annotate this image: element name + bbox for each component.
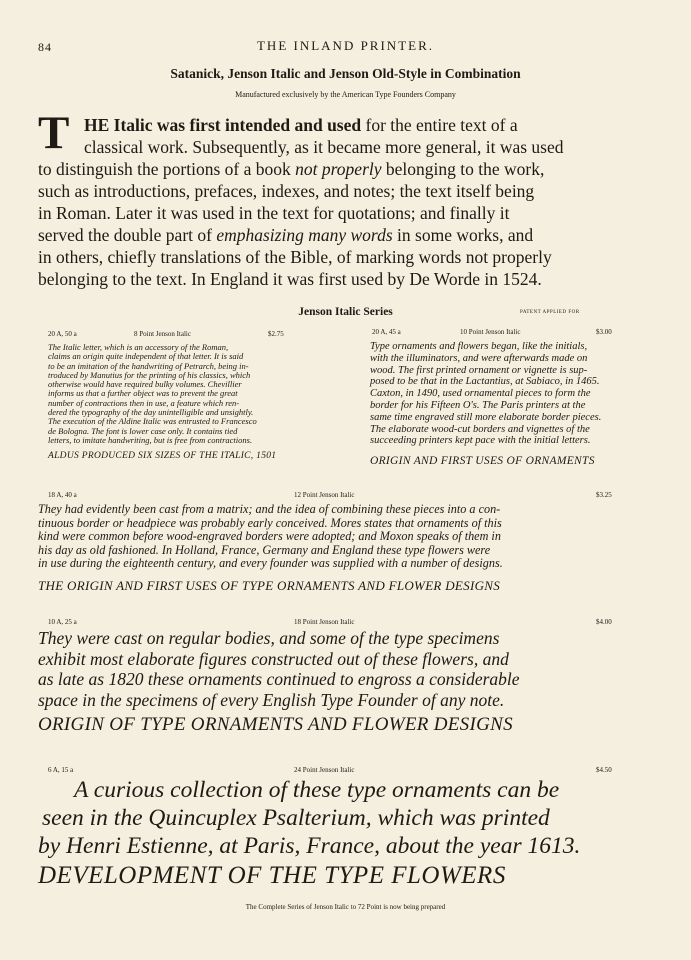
spec-18-price: $4.00 <box>596 618 612 626</box>
spec-12-caps: THE ORIGIN AND FIRST USES OF TYPE ORNAMENTS AND FLOWER DESIGNS <box>38 578 501 593</box>
intro-line-6-emphasis: emphasizing many words <box>216 225 393 245</box>
spec-8-line: letters, to imitate handwriting, but is free from contractions. <box>48 434 253 445</box>
spec-24-caps: DEVELOPMENT OF THE TYPE FLOWERS <box>38 862 506 889</box>
spec-8-line: The Italic letter, which is an accessory of the Roman, <box>48 342 229 352</box>
spec-24-quantity: 6 A, 15 a <box>48 766 74 774</box>
spec-12-line: kind were common before wood-engraved borders were adopted; and Moxon speaks of them in <box>38 529 501 543</box>
intro-line-8: belonging to the text. In England it was first used by De Worde in 1524. <box>38 269 542 289</box>
spec-10-line: The elaborate wood-cut borders and vignettes of the <box>370 423 590 435</box>
running-title: THE INLAND PRINTER. <box>256 38 434 53</box>
spec-8-line: The execution of the Aldine Italic was entrusted to Francesco <box>48 416 257 427</box>
spec-8-quantity: 20 A, 50 a <box>48 330 77 338</box>
spec-10-line: posed to be that in the Lactantius, at Sabiaco, in 1465. <box>370 376 600 388</box>
spec-10-line: border for his Fifteen O's. The Paris printers at the <box>370 399 586 411</box>
spec-24-line: seen in the Quincuplex Psalterium, which was printed <box>42 805 550 831</box>
intro-line-6-a: served the double part of <box>38 225 217 245</box>
spec-12-body <box>38 503 503 571</box>
spec-18-body <box>38 628 520 710</box>
intro-lead-bold: HE Italic was first intended and used <box>84 115 362 135</box>
spec-8-line: troduced by Manutius for the printing of his classics, which <box>48 369 251 380</box>
spec-8-line: to be an imitation of the handwriting of Petrarch, being in- <box>48 360 249 371</box>
spec-10-line: Caxton, in 1490, used ornamental pieces to form the <box>370 388 591 400</box>
spec-8-line: de Bologna. The font is lower case only. It contains tied <box>48 425 238 436</box>
intro-line-5: in Roman. Later it was used in the text for quotations; and finally it <box>38 203 510 223</box>
spec-10-body <box>370 341 601 447</box>
intro-line-2: classical work. Subsequently, as it became more general, it was used <box>84 137 564 157</box>
manufacturer-note: Manufactured exclusively by the American Type Founders Company <box>235 90 456 99</box>
spec-10-size: 10 Point Jenson Italic <box>460 328 521 336</box>
spec-18-size: 18 Point Jenson Italic <box>294 618 355 626</box>
spec-24-price: $4.50 <box>596 766 612 774</box>
spec-10-line: succeeding printers kept pace with the initial letters. <box>370 435 591 447</box>
spec-10-line: same time engraved still more elaborate border pieces. <box>370 411 602 423</box>
spec-8-size: 8 Point Jenson Italic <box>134 330 191 338</box>
spec-18-caps: ORIGIN OF TYPE ORNAMENTS AND FLOWER DESIGNS <box>38 714 513 735</box>
spec-10-price: $3.00 <box>596 328 612 336</box>
intro-line-7: in others, chiefly translations of the Bible, of marking words not properly <box>38 247 552 267</box>
spec-12-size: 12 Point Jenson Italic <box>294 491 355 499</box>
spec-8-line: otherwise would have required bulky volumes. Chevillier <box>48 379 242 390</box>
page-number: 84 <box>38 40 52 54</box>
spec-24-size: 24 Point Jenson Italic <box>294 766 355 774</box>
spec-18-line: They were cast on regular bodies, and some of the type specimens <box>38 628 500 648</box>
spec-8-caps: ALDUS PRODUCED SIX SIZES OF THE ITALIC, 1501 <box>48 451 277 461</box>
patent-note: PATENT APPLIED FOR <box>520 310 580 315</box>
spec-24-line: by Henri Estienne, at Paris, France, about the year 1613. <box>38 833 581 859</box>
spec-12-line: tinuous border or headpiece was probably early conceived. Mores states that ornaments of this <box>38 515 502 530</box>
spec-24-line: A curious collection of these type ornaments can be <box>74 777 560 803</box>
spec-12-price: $3.25 <box>596 491 612 499</box>
drop-cap: T <box>38 107 70 159</box>
spec-12-line: They had evidently been cast from a matrix; and the idea of combining these pieces into a con- <box>38 502 501 516</box>
spec-8-price: $2.75 <box>268 330 284 338</box>
spec-8-line: number of contractions then in use, a feature which ren- <box>48 397 240 408</box>
spec-12-line: in use during the eighteenth century, and every founder was supplied with a number of designs. <box>38 556 503 570</box>
spec-10-line: Type ornaments and flowers began, like the initials, <box>370 341 588 352</box>
spec-10-line: with the illuminators, and were afterwards made on <box>370 352 588 364</box>
spec-18-line: exhibit most elaborate figures constructed out of these flowers, and <box>38 648 509 669</box>
intro-line-6-b: in some works, and <box>392 225 534 245</box>
spec-18-quantity: 10 A, 25 a <box>48 618 77 626</box>
intro-line-3-a: to distinguish the portions of a book <box>38 159 296 179</box>
intro-line-1-rest: for the entire text of a <box>361 115 518 135</box>
spec-8-body <box>48 343 257 445</box>
spec-18-line: space in the specimens of every English Type Founder of any note. <box>38 689 505 710</box>
spec-8-line: informs us that a further object was to prevent the great <box>48 388 238 399</box>
spec-8-line: claims an origin quite independent of that letter. It is said <box>48 351 244 362</box>
spec-12-line: his day as old fashioned. In Holland, France, Germany and England these type flowers were <box>38 542 491 557</box>
intro-line-6 <box>38 224 658 246</box>
footer-note: The Complete Series of Jenson Italic to 72 Point is now being prepared <box>245 903 446 911</box>
spec-12-quantity: 18 A, 40 a <box>48 491 77 499</box>
spec-24-body <box>38 776 580 860</box>
spec-10-line: wood. The first printed ornament or vignette is sup- <box>370 364 588 376</box>
spec-8-line: dered the typography of the day unintelligible and unsightly. <box>48 407 254 418</box>
intro-line-3-b: belonging to the work, <box>381 159 545 179</box>
intro-line-3 <box>38 158 658 180</box>
spec-18-line: as late as 1820 these ornaments continued to engross a considerable <box>38 669 520 689</box>
spec-10-quantity: 20 A, 45 a <box>372 328 401 336</box>
series-heading: Jenson Italic Series <box>298 306 393 318</box>
intro-line-3-emphasis: not properly <box>295 159 382 179</box>
intro-line-4: such as introductions, prefaces, indexes, and notes; the text itself being <box>38 181 535 201</box>
intro-line-1 <box>84 114 624 136</box>
page-title: Satanick, Jenson Italic and Jenson Old-Style in Combination <box>170 66 521 81</box>
spec-10-caps: ORIGIN AND FIRST USES OF ORNAMENTS <box>370 455 595 467</box>
